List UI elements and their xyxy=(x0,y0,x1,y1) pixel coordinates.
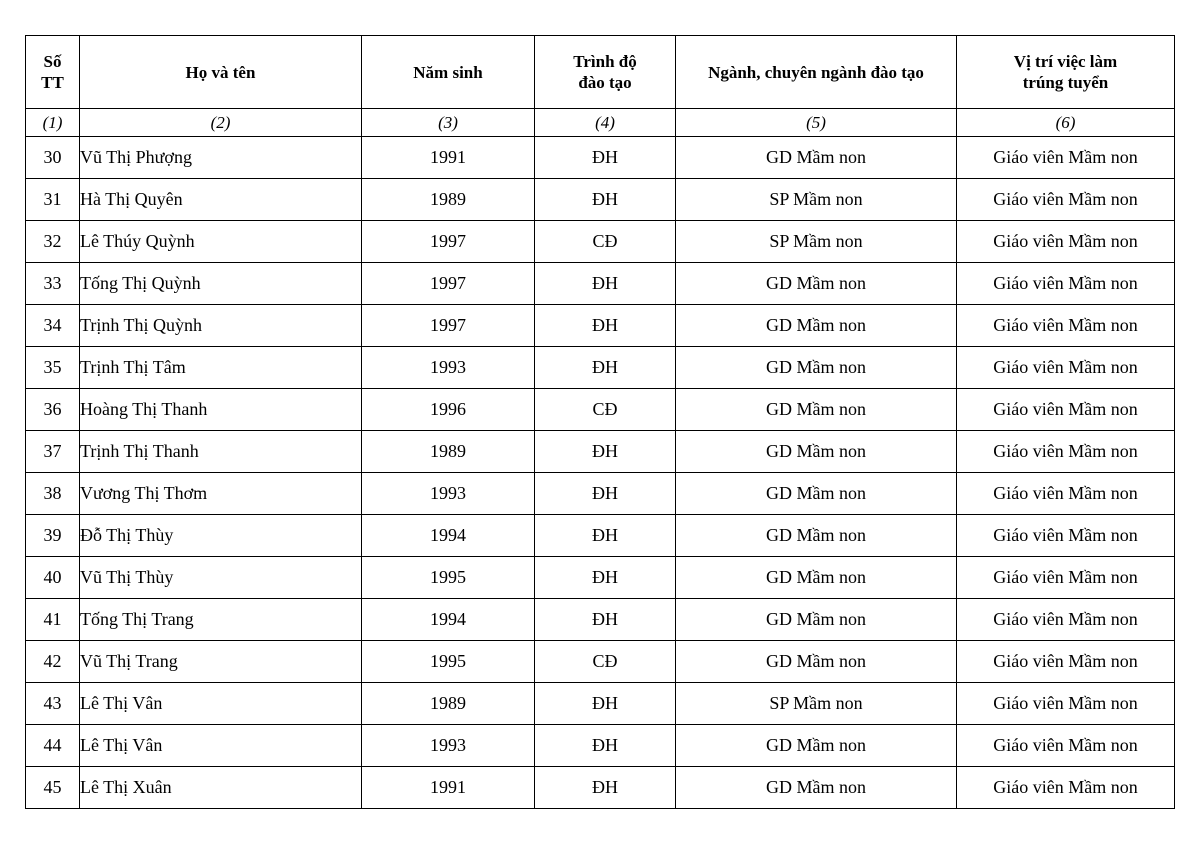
cell-position: Giáo viên Mầm non xyxy=(957,431,1175,473)
cell-major: GD Mầm non xyxy=(676,725,957,767)
column-index: (2) xyxy=(80,109,362,137)
cell-stt: 45 xyxy=(26,767,80,809)
cell-stt: 34 xyxy=(26,305,80,347)
cell-birth-year: 1994 xyxy=(362,515,535,557)
cell-level: CĐ xyxy=(535,389,676,431)
cell-major: GD Mầm non xyxy=(676,473,957,515)
cell-name: Trịnh Thị Thanh xyxy=(80,431,362,473)
cell-name: Lê Thị Xuân xyxy=(80,767,362,809)
cell-stt: 31 xyxy=(26,179,80,221)
cell-major: GD Mầm non xyxy=(676,767,957,809)
table-row xyxy=(26,221,1175,263)
cell-level: ĐH xyxy=(535,179,676,221)
column-index: (1) xyxy=(26,109,80,137)
cell-stt: 32 xyxy=(26,221,80,263)
cell-level: CĐ xyxy=(535,221,676,263)
cell-level: ĐH xyxy=(535,725,676,767)
column-index: (4) xyxy=(535,109,676,137)
cell-birth-year: 1989 xyxy=(362,179,535,221)
cell-position: Giáo viên Mầm non xyxy=(957,515,1175,557)
cell-name: Vũ Thị Thùy xyxy=(80,557,362,599)
cell-name: Lê Thị Vân xyxy=(80,725,362,767)
column-index: (5) xyxy=(676,109,957,137)
cell-name: Vũ Thị Trang xyxy=(80,641,362,683)
cell-birth-year: 1997 xyxy=(362,221,535,263)
cell-birth-year: 1995 xyxy=(362,641,535,683)
cell-position: Giáo viên Mầm non xyxy=(957,725,1175,767)
cell-stt: 44 xyxy=(26,725,80,767)
cell-position: Giáo viên Mầm non xyxy=(957,767,1175,809)
header-position: Vị trí việc làm trúng tuyển xyxy=(957,36,1175,109)
cell-name: Vương Thị Thơm xyxy=(80,473,362,515)
header-row xyxy=(26,36,1175,109)
cell-birth-year: 1997 xyxy=(362,305,535,347)
table-body xyxy=(26,109,1175,809)
cell-stt: 35 xyxy=(26,347,80,389)
cell-level: ĐH xyxy=(535,683,676,725)
cell-major: SP Mầm non xyxy=(676,221,957,263)
cell-position: Giáo viên Mầm non xyxy=(957,389,1175,431)
cell-level: ĐH xyxy=(535,599,676,641)
cell-major: SP Mầm non xyxy=(676,683,957,725)
cell-level: ĐH xyxy=(535,263,676,305)
header-birth-year: Năm sinh xyxy=(362,36,535,109)
header-major: Ngành, chuyên ngành đào tạo xyxy=(676,36,957,109)
cell-stt: 38 xyxy=(26,473,80,515)
table-row xyxy=(26,389,1175,431)
table-row xyxy=(26,305,1175,347)
cell-birth-year: 1994 xyxy=(362,599,535,641)
recruitment-table xyxy=(25,35,1175,809)
cell-name: Trịnh Thị Quỳnh xyxy=(80,305,362,347)
cell-name: Lê Thúy Quỳnh xyxy=(80,221,362,263)
cell-birth-year: 1991 xyxy=(362,137,535,179)
cell-stt: 43 xyxy=(26,683,80,725)
cell-name: Lê Thị Vân xyxy=(80,683,362,725)
cell-level: ĐH xyxy=(535,431,676,473)
table-row xyxy=(26,347,1175,389)
table-row xyxy=(26,725,1175,767)
cell-level: CĐ xyxy=(535,641,676,683)
table-row xyxy=(26,641,1175,683)
cell-birth-year: 1991 xyxy=(362,767,535,809)
table-row xyxy=(26,473,1175,515)
cell-birth-year: 1989 xyxy=(362,431,535,473)
cell-position: Giáo viên Mầm non xyxy=(957,137,1175,179)
cell-level: ĐH xyxy=(535,347,676,389)
table-row xyxy=(26,515,1175,557)
cell-stt: 37 xyxy=(26,431,80,473)
cell-stt: 40 xyxy=(26,557,80,599)
cell-name: Tống Thị Quỳnh xyxy=(80,263,362,305)
header-name: Họ và tên xyxy=(80,36,362,109)
cell-birth-year: 1989 xyxy=(362,683,535,725)
cell-birth-year: 1995 xyxy=(362,557,535,599)
table-row xyxy=(26,179,1175,221)
cell-name: Tống Thị Trang xyxy=(80,599,362,641)
table-row xyxy=(26,767,1175,809)
cell-position: Giáo viên Mầm non xyxy=(957,263,1175,305)
cell-stt: 39 xyxy=(26,515,80,557)
cell-level: ĐH xyxy=(535,305,676,347)
cell-position: Giáo viên Mầm non xyxy=(957,557,1175,599)
cell-name: Vũ Thị Phượng xyxy=(80,137,362,179)
cell-birth-year: 1996 xyxy=(362,389,535,431)
cell-major: GD Mầm non xyxy=(676,389,957,431)
cell-stt: 36 xyxy=(26,389,80,431)
cell-name: Hà Thị Quyên xyxy=(80,179,362,221)
cell-name: Hoàng Thị Thanh xyxy=(80,389,362,431)
cell-position: Giáo viên Mầm non xyxy=(957,473,1175,515)
cell-position: Giáo viên Mầm non xyxy=(957,347,1175,389)
cell-position: Giáo viên Mầm non xyxy=(957,599,1175,641)
column-index: (3) xyxy=(362,109,535,137)
cell-birth-year: 1997 xyxy=(362,263,535,305)
cell-stt: 41 xyxy=(26,599,80,641)
cell-major: GD Mầm non xyxy=(676,347,957,389)
table-row xyxy=(26,137,1175,179)
table-row xyxy=(26,557,1175,599)
cell-level: ĐH xyxy=(535,137,676,179)
cell-birth-year: 1993 xyxy=(362,473,535,515)
cell-major: GD Mầm non xyxy=(676,263,957,305)
cell-major: GD Mầm non xyxy=(676,137,957,179)
cell-level: ĐH xyxy=(535,473,676,515)
cell-major: GD Mầm non xyxy=(676,515,957,557)
cell-major: GD Mầm non xyxy=(676,641,957,683)
table-row xyxy=(26,683,1175,725)
column-index-row xyxy=(26,109,1175,137)
cell-birth-year: 1993 xyxy=(362,725,535,767)
cell-position: Giáo viên Mầm non xyxy=(957,179,1175,221)
cell-stt: 33 xyxy=(26,263,80,305)
cell-major: GD Mầm non xyxy=(676,431,957,473)
table-row xyxy=(26,263,1175,305)
cell-major: SP Mầm non xyxy=(676,179,957,221)
cell-level: ĐH xyxy=(535,767,676,809)
cell-level: ĐH xyxy=(535,515,676,557)
header-level: Trình độ đào tạo xyxy=(535,36,676,109)
cell-position: Giáo viên Mầm non xyxy=(957,305,1175,347)
table-row xyxy=(26,599,1175,641)
cell-stt: 42 xyxy=(26,641,80,683)
header-stt: Số TT xyxy=(26,36,80,109)
cell-level: ĐH xyxy=(535,557,676,599)
cell-major: GD Mầm non xyxy=(676,557,957,599)
table-row xyxy=(26,431,1175,473)
cell-position: Giáo viên Mầm non xyxy=(957,641,1175,683)
cell-stt: 30 xyxy=(26,137,80,179)
cell-major: GD Mầm non xyxy=(676,305,957,347)
column-index: (6) xyxy=(957,109,1175,137)
cell-name: Đỗ Thị Thùy xyxy=(80,515,362,557)
cell-position: Giáo viên Mầm non xyxy=(957,221,1175,263)
cell-birth-year: 1993 xyxy=(362,347,535,389)
cell-major: GD Mầm non xyxy=(676,599,957,641)
cell-name: Trịnh Thị Tâm xyxy=(80,347,362,389)
cell-position: Giáo viên Mầm non xyxy=(957,683,1175,725)
table-header xyxy=(26,36,1175,109)
